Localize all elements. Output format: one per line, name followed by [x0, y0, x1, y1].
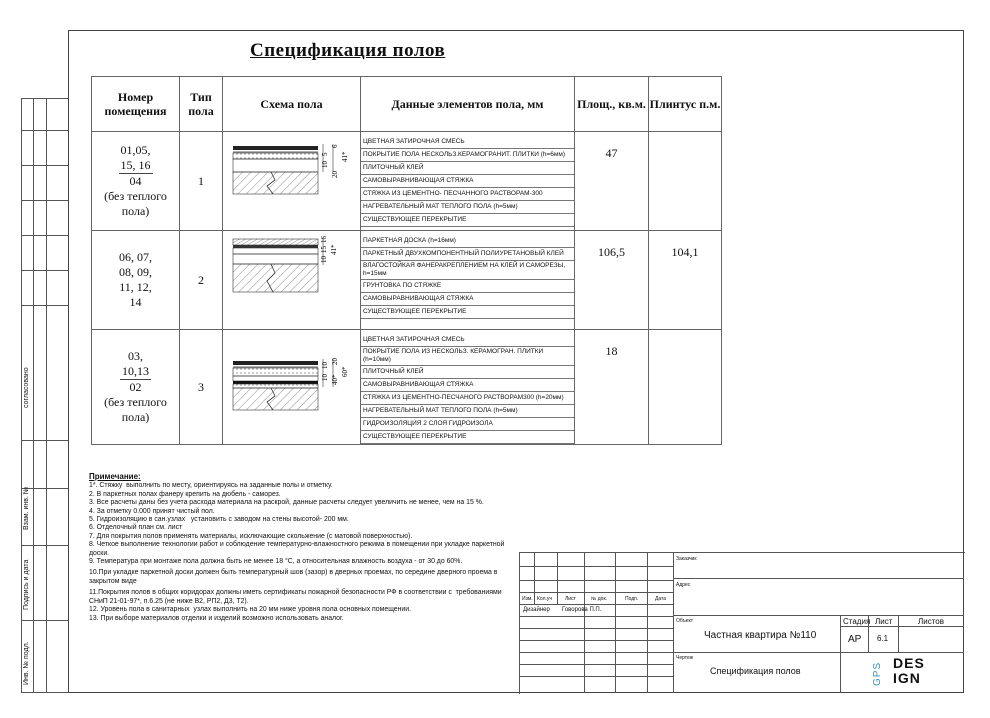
customer-label: Заказчик	[676, 556, 697, 562]
header-plinth: Плинтус п.м.	[649, 77, 722, 132]
tb-col-label: № док.	[591, 596, 608, 602]
layer-item: ПЛИТОЧНЫЙ КЛЕЙ	[361, 366, 574, 379]
table-row	[92, 132, 722, 231]
dim-label: 10	[321, 161, 329, 168]
layer-item: ПАРКЕТНАЯ ДОСКА (h=16мм)	[361, 235, 574, 248]
sheet-value: 6.1	[877, 634, 889, 643]
layers-cell	[361, 132, 575, 231]
dim-label: 6	[331, 144, 339, 148]
dim-label: 10	[321, 374, 329, 381]
note-item: 12. Уровень пола в санитарных узлах выполнить на 20 мм ниже уровня пола основных помещении.	[89, 606, 412, 614]
side-inv-replace-label: Взам. инв. №	[23, 486, 30, 530]
tb-col-label: Лист	[565, 596, 576, 602]
note-item: 6. Отделочный план см. лист	[89, 524, 183, 532]
layer-item: ПАРКЕТНЫЙ ДВУХКОМПОНЕНТНЫЙ ПОЛИУРЕТАНОВЫЙ КЛЕЙ	[361, 248, 574, 261]
layer-item: ПЛИТОЧНЫЙ КЛЕЙ	[361, 162, 574, 175]
room-cell: 01,05, 15, 16 04 (без теплого пола)	[92, 132, 180, 231]
designer-name: Говорова П.П.	[562, 607, 602, 613]
layer-item: СУЩЕСТВУЮЩЕЕ ПЕРЕКРЫТИЕ	[361, 214, 574, 227]
area-cell: 47	[575, 132, 649, 231]
note-item: 4. За отметку 0.000 принят чистый пол.	[89, 507, 215, 515]
layer-item: ПОКРЫТИЕ ПОЛА НЕСКОЛЬЗ.КЕРАМОГРАНИТ. ПЛИТКИ (h=6мм)	[361, 149, 574, 162]
tb-col-label: Подп.	[625, 596, 639, 602]
dim-label: 41*	[341, 151, 349, 162]
floor-scheme-1	[223, 132, 360, 226]
logo-des: DES	[893, 655, 925, 671]
side-agreed-label: согласовано	[23, 367, 30, 408]
tb-col-label: Изм.	[522, 596, 533, 602]
side-inv-orig-label: Инв. № подл.	[23, 641, 30, 685]
header-area: Площ., кв.м.	[575, 77, 649, 132]
drawing-value: Спецификация полов	[710, 666, 801, 676]
layer-item: ПОКРЫТИЕ ПОЛА ИЗ НЕСКОЛЬЗ. КЕРАМОГРАН. ПЛИТКИ (h=10мм)	[361, 347, 574, 366]
area-cell: 106,5	[575, 231, 649, 330]
dim-label: 60*	[341, 366, 349, 377]
notes-block	[89, 473, 509, 623]
layer-item: СУЩЕСТВУЮЩЕЕ ПЕРЕКРЫТИЕ	[361, 431, 574, 444]
table-row	[92, 330, 722, 445]
layer-item: ЦВЕТНАЯ ЗАТИРОЧНАЯ СМЕСЬ	[361, 334, 574, 347]
floor-scheme-3	[223, 331, 360, 439]
room-cell: 06, 07, 08, 09, 11, 12, 14	[92, 231, 180, 330]
layer-item: СУЩЕСТВУЮЩЕЕ ПЕРЕКРЫТИЕ	[361, 306, 574, 319]
layer-item: САМОВЫРАВНИВАЮЩАЯ СТЯЖКА	[361, 379, 574, 392]
designer-role: Дизайнер	[523, 607, 550, 613]
layer-item: СТЯЖКА ИЗ ЦЕМЕНТНО- ПЕСЧАННОГО РАСТВОРАМ-300	[361, 188, 574, 201]
floor-scheme-2	[223, 231, 360, 325]
side-strip-divider	[33, 98, 34, 693]
scheme-cell	[223, 330, 361, 445]
address-label: Адрес	[676, 582, 691, 588]
dim-label: 40*	[331, 374, 339, 385]
layer-item: ГИДРОИЗОЛЯЦИЯ 2 СЛОЯ ГИДРОИЗОЛА	[361, 418, 574, 431]
layer-item: НАГРЕВАТЕЛЬНЫЙ МАТ ТЕПЛОГО ПОЛА (h=5мм)	[361, 201, 574, 214]
side-strip-divider	[46, 98, 47, 693]
layer-item: САМОВЫРАВНИВАЮЩАЯ СТЯЖКА	[361, 293, 574, 306]
object-value: Частная квартира №110	[704, 630, 817, 641]
logo-ign: IGN	[893, 670, 921, 686]
area-cell: 18	[575, 330, 649, 445]
plinth-cell	[649, 330, 722, 445]
notes-heading: Примечание:	[89, 472, 141, 481]
table-header-row	[92, 77, 722, 132]
layers-cell	[361, 231, 575, 330]
scheme-cell	[223, 132, 361, 231]
floor-spec-table	[91, 76, 722, 445]
sheets-label: Листов	[918, 617, 944, 626]
dim-label: 15	[320, 246, 328, 253]
table-row	[92, 231, 722, 330]
note-item: 10.При укладке паркетной доски должен быть температурный шов (зазор) в дверных проемах, по середине дверного проема в закрытом виде	[89, 569, 500, 585]
note-item: 1*. Стяжку выполнить по месту, ориентируясь на заданные полы и отметку.	[89, 482, 333, 490]
drawing-label: Чертеж	[676, 655, 694, 661]
layers-cell	[361, 330, 575, 445]
note-item: 11.Покрытия полов в общих коридорах должны иметь сертификаты пожарной безопасности РФ в соответствии с требованиями СНиП 21-01-97*, п.6.25 (не ниже В2, РП2, Д3, Т2).	[89, 589, 506, 605]
dim-label: 20	[331, 171, 339, 178]
type-cell: 3	[180, 330, 223, 445]
layer-list	[361, 136, 574, 227]
page-title: Спецификация полов	[250, 40, 446, 61]
type-cell: 2	[180, 231, 223, 330]
object-label: Объект	[676, 618, 694, 624]
tb-col-label: Кол.уч	[537, 596, 552, 602]
layer-list	[361, 334, 574, 444]
scheme-cell	[223, 231, 361, 330]
dim-label: 5	[321, 152, 329, 156]
dim-label: 10	[321, 362, 329, 369]
dim-label: 41*	[330, 244, 338, 255]
room-cell: 03, 10,13 02 (без теплого пола)	[92, 330, 180, 445]
note-item: 9. Температура при монтаже пола должна быть не менее 18 °С, а относительная влажность воздуха - от 30 до 60%.	[89, 558, 463, 566]
dim-label: 20	[331, 358, 339, 365]
note-item: 3. Все расчеты даны без учета расхода материала на раскрой, данные расчеты следует увеличить не менее, чем на 15 %.	[89, 499, 484, 507]
layer-item: СТЯЖКА ИЗ ЦЕМЕНТНО-ПЕСЧАНОГО РАСТВОРАМ300 (h=20мм)	[361, 392, 574, 405]
note-item: 5. Гидроизоляцию в сан.узлах установить с заводом на стены высотой- 200 мм.	[89, 516, 349, 524]
note-item: 7. Для покрытия полов применять материалы, исключающие скольжение (с матовой поверхностью).	[89, 532, 413, 540]
note-item: 13. При выборе материалов отделки и изделий возможно использовать аналог.	[89, 614, 344, 622]
dim-label: 10	[320, 256, 328, 263]
layer-item: САМОВЫРАВНИВАЮЩАЯ СТЯЖКА	[361, 175, 574, 188]
logo-gps: GPS	[872, 661, 883, 686]
header-type: Тип пола	[180, 77, 223, 132]
stage-label: Стадия	[843, 617, 871, 626]
sheet-label: Лист	[875, 617, 893, 626]
layer-item: ГРУНТОВКА ПО СТЯЖКЕ	[361, 280, 574, 293]
stage-value: АР	[848, 634, 862, 645]
header-room: Номер помещения	[92, 77, 180, 132]
tb-col-label: Дата	[655, 596, 667, 602]
layer-item: НАГРЕВАТЕЛЬНЫЙ МАТ ТЕПЛОГО ПОЛА (h=5мм)	[361, 405, 574, 418]
layer-item: ВЛАГОСТОЙКАЯ ФАНЕРАКРЕПЛЕНИЕМ НА КЛЕЙ И САМОРЕЗЫ, h=15мм	[361, 261, 574, 280]
note-item: 8. Четкое выполнение технологии работ и соблюдение температурно-влажностного режима в помещении при укладке паркетной доски.	[89, 541, 507, 557]
plinth-cell	[649, 132, 722, 231]
type-cell: 1	[180, 132, 223, 231]
note-item: 2. В паркетных полах фанеру крепить на дюбель - саморез.	[89, 490, 281, 498]
header-scheme: Схема пола	[223, 77, 361, 132]
side-sign-date-label: Подпись и дата	[23, 559, 30, 610]
header-layers: Данные элементов пола, мм	[361, 77, 575, 132]
plinth-cell: 104,1	[649, 231, 722, 330]
layer-list	[361, 235, 574, 319]
layer-item: ЦВЕТНАЯ ЗАТИРОЧНАЯ СМЕСЬ	[361, 136, 574, 149]
dim-label: 16	[320, 236, 328, 243]
